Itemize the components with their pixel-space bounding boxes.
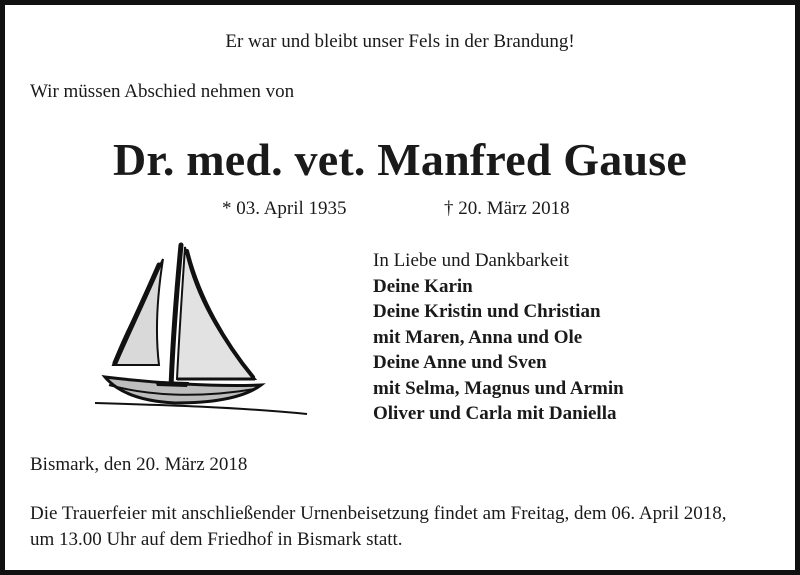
service-info xyxy=(30,501,790,553)
service-line: Die Trauerfeier mit anschließender Urnenbeisetzung findet am Freitag, dem 06. April 2018, xyxy=(30,503,727,524)
mourner-line: Deine Karin xyxy=(373,275,473,297)
place-date: Bismark, den 20. März 2018 xyxy=(30,454,248,475)
mourner-line: mit Maren, Anna und Ole xyxy=(373,326,583,348)
mourners-list xyxy=(373,248,624,427)
sailboat-icon xyxy=(85,237,315,419)
mourner-line: mit Selma, Magnus und Armin xyxy=(373,377,624,399)
death-date: † 20. März 2018 xyxy=(444,198,570,219)
mourner-line: Deine Anne und Sven xyxy=(373,352,547,373)
birth-date: * 03. April 1935 xyxy=(222,198,347,219)
mourners-intro: In Liebe und Dankbarkeit xyxy=(373,250,569,271)
service-line: um 13.00 Uhr auf dem Friedhof in Bismark statt. xyxy=(30,529,403,550)
mourner-line: Oliver und Carla mit Daniella xyxy=(373,403,617,424)
deceased-name: Dr. med. vet. Manfred Gause xyxy=(113,134,687,185)
mourner-line: Deine Kristin und Christian xyxy=(373,301,601,322)
motto: Er war und bleibt unser Fels in der Brandung! xyxy=(225,31,575,52)
intro-text: Wir müssen Abschied nehmen von xyxy=(30,81,295,102)
